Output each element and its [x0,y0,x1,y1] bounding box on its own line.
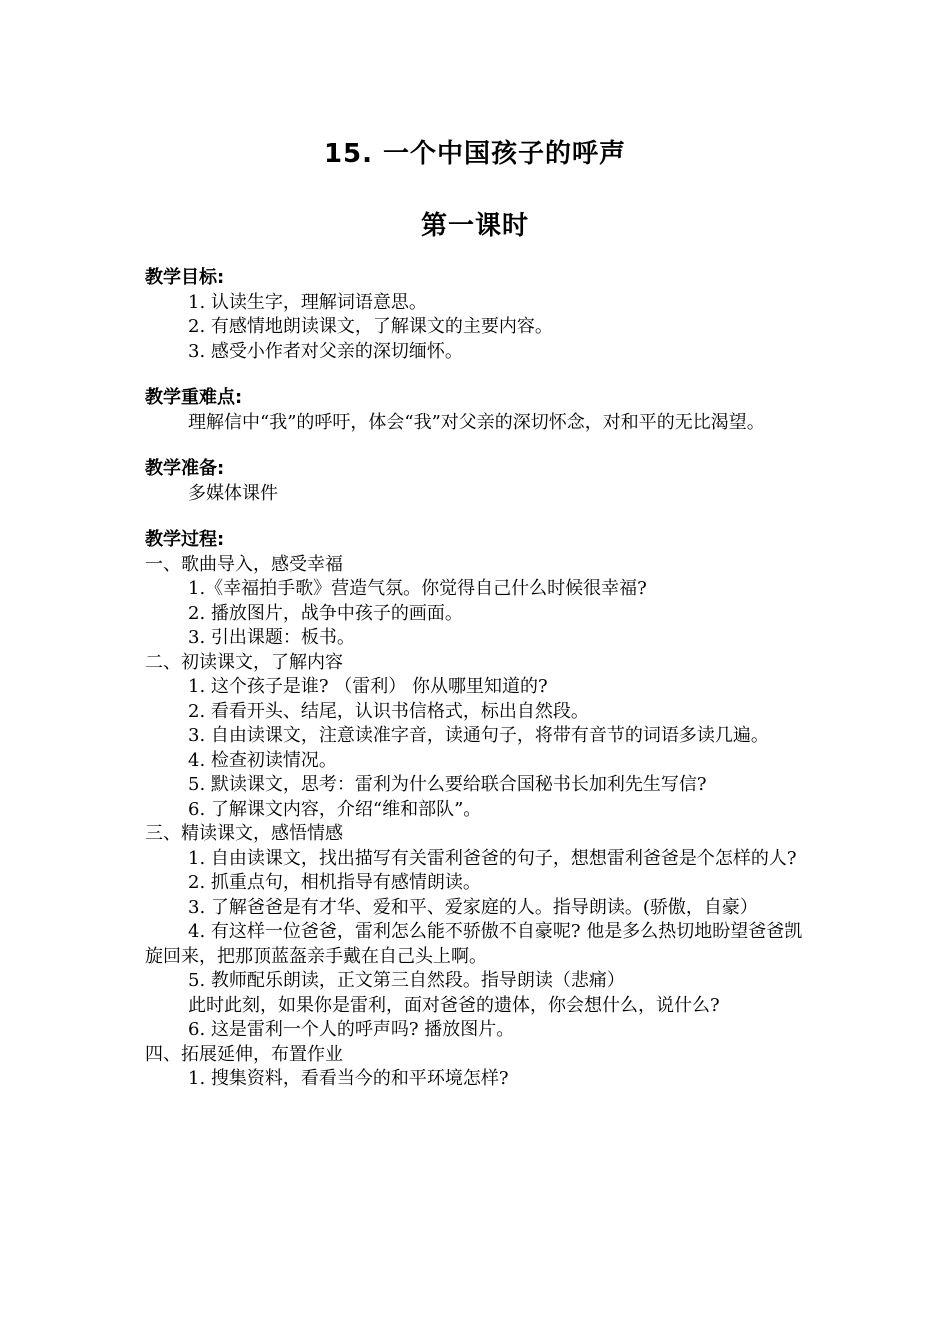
key-points-heading: 教学重难点: [145,387,243,408]
process-item: 5. 教师配乐朗读，正文第三自然段。指导朗读（悲痛） [188,970,625,991]
key-points-text: 理解信中“我”的呼吁，体会“我”对父亲的深切怀念，对和平的无比渴望。 [188,411,765,433]
process-item: 3. 了解爸爸是有才华、爱和平、爱家庭的人。指导朗读。(骄傲，自豪） [188,896,758,918]
preparation-heading: 教学准备: [145,458,225,479]
process-item: 此时此刻，如果你是雷利，面对爸爸的遗体，你会想什么，说什么? [188,994,720,1016]
section-title: 一、歌曲导入，感受幸福 [145,553,343,575]
process-item: 2. 播放图片，战争中孩子的画面。 [188,602,463,624]
process-item: 6. 这是雷利一个人的呼声吗? 播放图片。 [188,1019,515,1040]
process-item: 1. 自由读课文，找出描写有关雷利爸爸的句子，想想雷利爸爸是个怎样的人? [188,847,797,869]
section-title: 四、拓展延伸，布置作业 [145,1043,343,1065]
process-item: 1. 这个孩子是谁? （雷利） 你从哪里知道的? [188,676,548,697]
process-item: 3. 引出课题：板书。 [188,627,355,648]
process-item: 3. 自由读课文，注意读准字音，读通句子，将带有音节的词语多读几遍。 [188,725,769,746]
process-item: 2. 看看开头、结尾，认识书信格式，标出自然段。 [188,700,589,722]
process-item: 2. 抓重点句，相机指导有感情朗读。 [188,872,481,893]
lesson-title: 15. 一个中国孩子的呼声 [323,139,627,169]
goal-item: 3. 感受小作者对父亲的深切缅怀。 [188,340,463,362]
process-item: 4. 检查初读情况。 [188,749,337,771]
lesson-subtitle: 第一课时 [420,211,529,241]
process-item: 5. 默读课文，思考：雷利为什么要给联合国秘书长加利先生写信? [188,774,707,795]
goal-item: 2. 有感情地朗读课文，了解课文的主要内容。 [188,316,553,337]
lesson-content [145,266,810,1092]
section-title: 三、精读课文，感悟情感 [145,823,343,844]
goals-heading: 教学目标: [145,267,225,288]
section-title: 二、初读课文，了解内容 [145,651,343,673]
process-item: 6. 了解课文内容，介绍“维和部队”。 [188,798,482,820]
process-item: 1.《幸福拍手歌》营造气氛。你觉得自己什么时候很幸福? [188,578,647,599]
goal-item: 1. 认读生字，理解词语意思。 [188,291,427,313]
process-item: 1. 搜集资料，看看当今的和平环境怎样? [188,1068,509,1089]
process-item: 4. 有这样一位爸爸，雷利怎么能不骄傲不自豪呢? 他是多么热切地盼望爸爸凯旋回来，把那顶蓝盔亲手戴在自己头上啊。 [145,921,803,967]
preparation-text: 多媒体课件 [188,482,278,504]
process-heading: 教学过程: [145,529,225,550]
